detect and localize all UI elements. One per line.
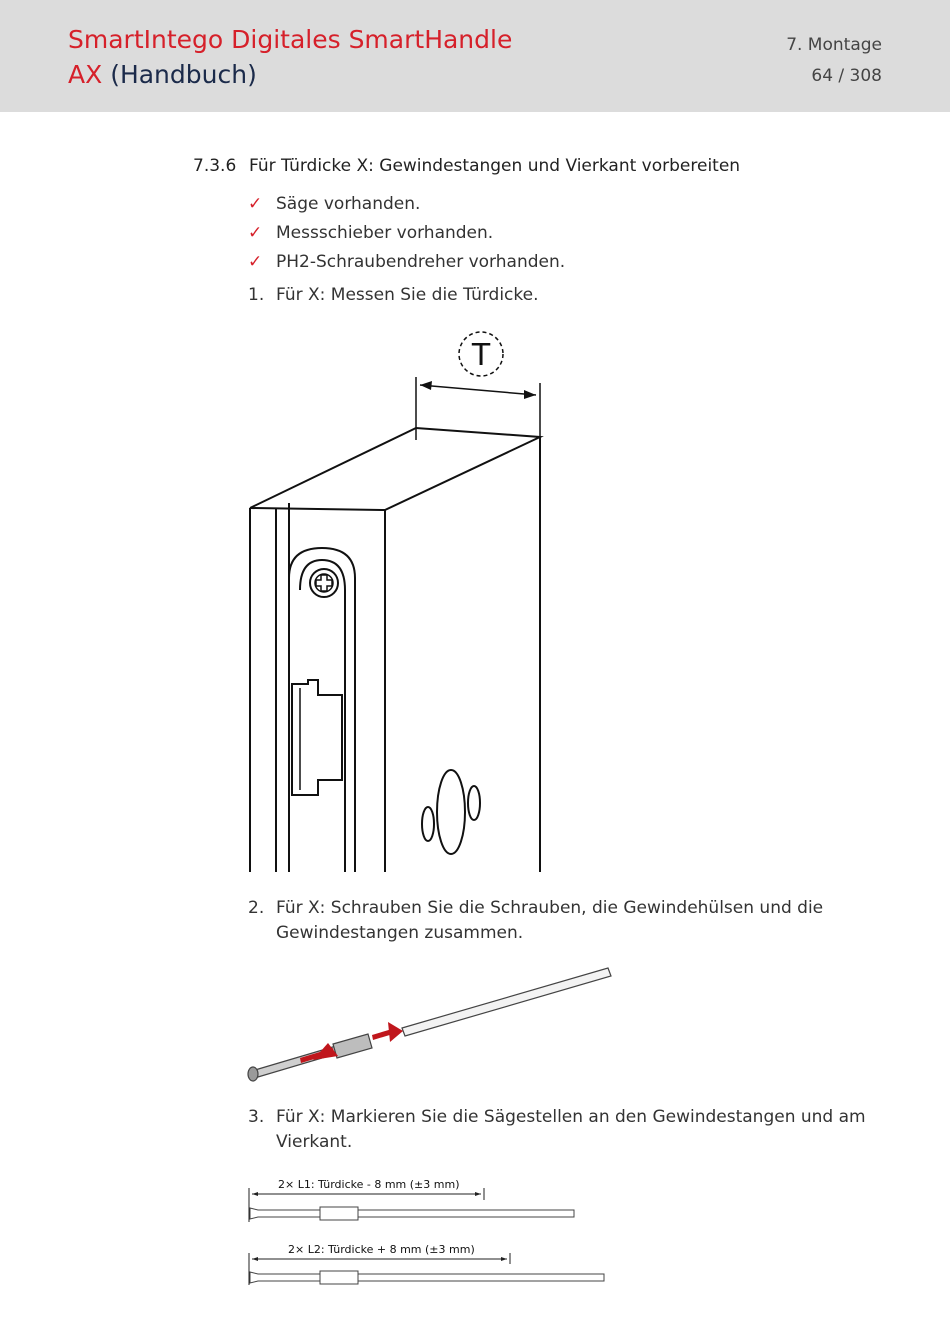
step-3: 3. Für X: Markieren Sie die Sägestellen an den Gewindestangen und am Vierkant. (248, 1107, 866, 1152)
chapter-info (786, 30, 882, 92)
step-2: 2. Für X: Schrauben Sie die Schrauben, die Gewindehülsen und die Gewindestangen zusammen. (248, 898, 824, 943)
l2-label: 2× L2: Türdicke + 8 mm (±3 mm) (288, 1243, 475, 1256)
list-item: ✓ PH2-Schraubendreher vorhanden. (248, 248, 565, 277)
document-title (68, 22, 512, 92)
section-heading (193, 156, 740, 176)
section-number: 7.3.6 (193, 156, 237, 176)
checkmark-icon: ✓ (248, 194, 263, 214)
checkmark-icon: ✓ (248, 223, 263, 243)
list-item: ✓ Messschieber vorhanden. (248, 219, 565, 248)
rod-assembly-figure (240, 960, 620, 1090)
chapter-name: 7. Montage (786, 35, 882, 55)
title-line-1: SmartIntego Digitales SmartHandle (68, 25, 513, 54)
dimension-label: T (471, 338, 491, 373)
cut-marks-figure (240, 1170, 620, 1295)
title-handbook: (Handbuch) (110, 60, 257, 89)
title-product: AX (68, 60, 103, 89)
list-item: ✓ Säge vorhanden. (248, 190, 565, 219)
l1-label: 2× L1: Türdicke - 8 mm (±3 mm) (278, 1178, 460, 1191)
page-number: 64 / 308 (811, 66, 882, 86)
door-thickness-figure (240, 325, 560, 875)
page-header (0, 0, 950, 112)
prerequisite-list (248, 190, 565, 277)
checkmark-icon: ✓ (248, 252, 263, 272)
step-1: 1. Für X: Messen Sie die Türdicke. (248, 285, 539, 305)
section-title: Für Türdicke X: Gewindestangen und Vierkant vorbereiten (249, 156, 741, 176)
